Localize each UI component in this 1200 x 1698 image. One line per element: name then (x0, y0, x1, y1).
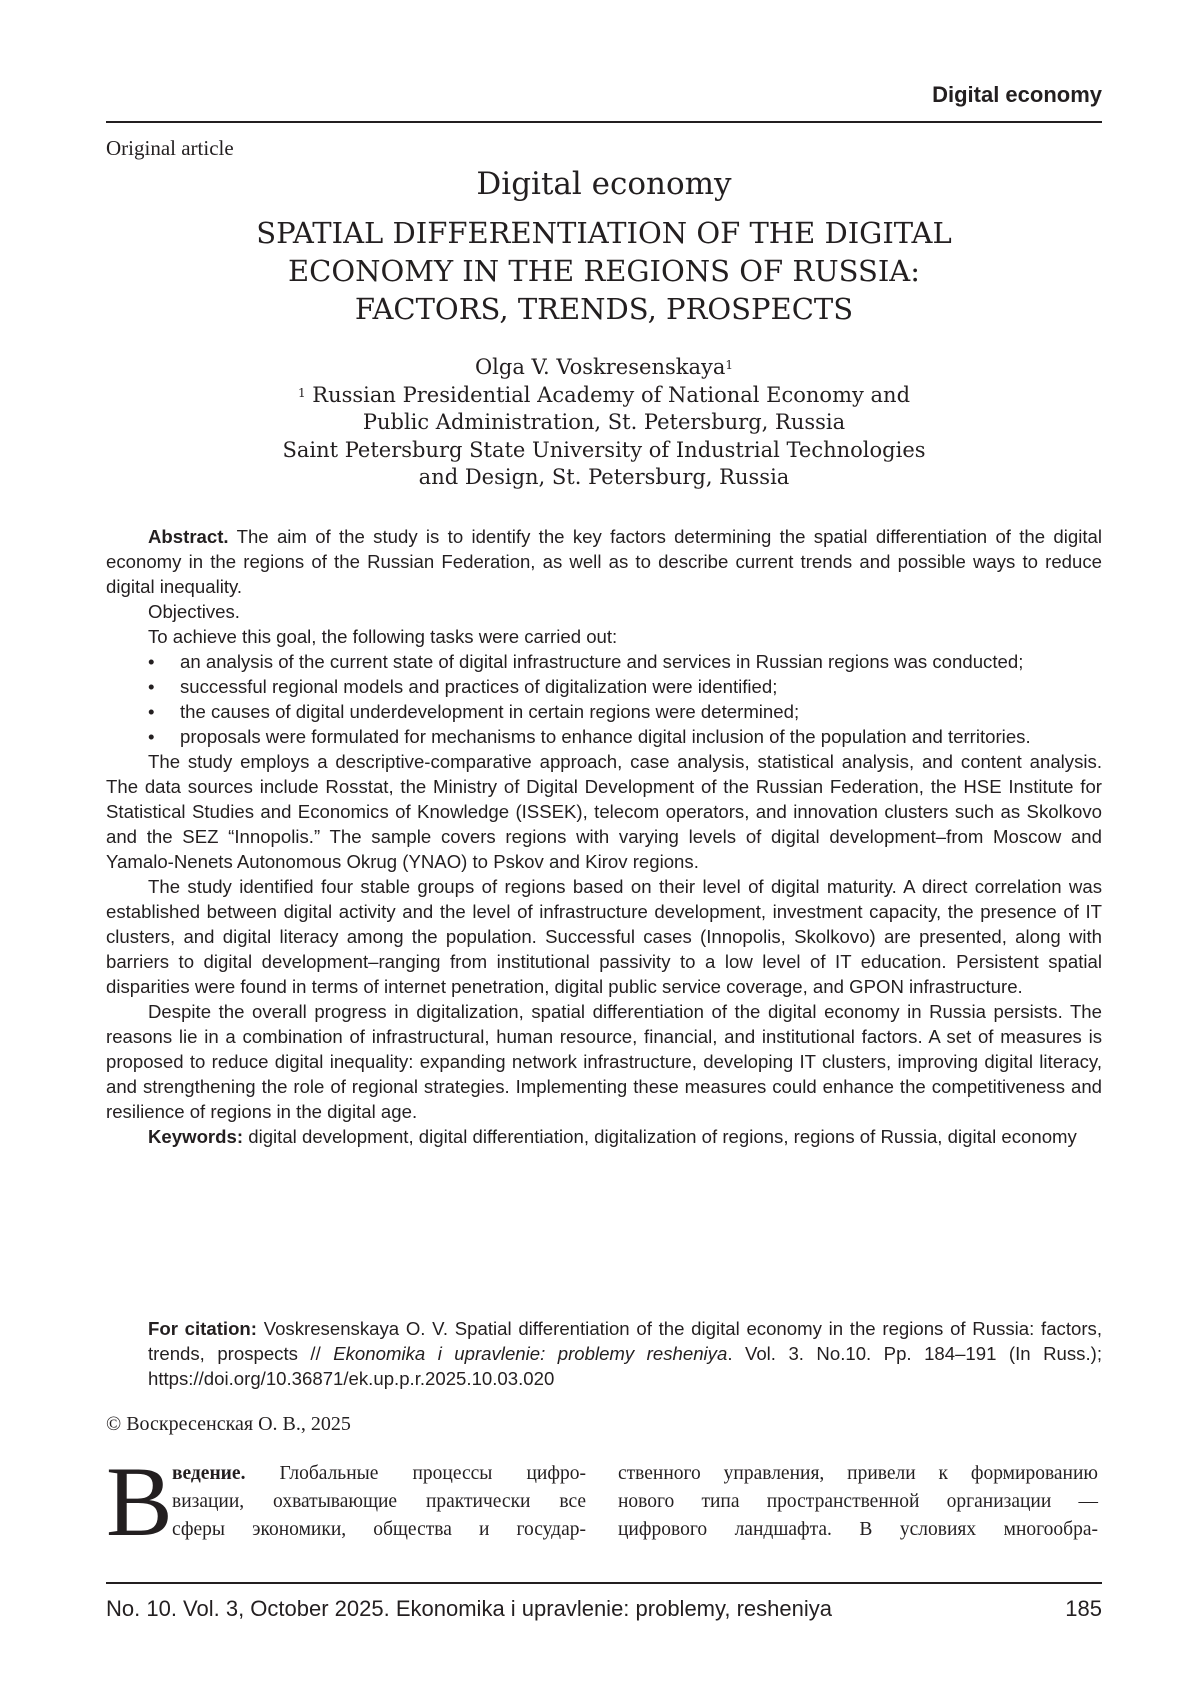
affiliation-line: Saint Petersburg State University of Industrial Technologies (282, 437, 926, 462)
intro-right-column (618, 1460, 1098, 1544)
intro-line: ведение. Глобальные процессы цифро- (172, 1463, 586, 1484)
title-line: FACTORS, TRENDS, PROSPECTS (354, 292, 854, 326)
intro-line: нового типа пространственной организации — (618, 1491, 1098, 1512)
objectives-heading: Objectives. (148, 601, 240, 622)
intro-line: сферы экономики, общества и государ- (172, 1519, 586, 1540)
copyright: © Воскресенская О. В., 2025 (106, 1413, 351, 1435)
list-item: • an analysis of the current state of digital infrastructure and services in Russian regions was conducted; (148, 651, 1024, 672)
bullet-icon: • (148, 676, 155, 697)
header-rule (106, 121, 1102, 123)
abstract-intro: Abstract. The aim of the study is to identify the key factors determining the spatial differentiation of the digital economy in the regions of the Russian Federation, as well as to describe current trends and possible ways to reduce digital inequality. (106, 526, 1102, 597)
drop-cap: В (106, 1446, 173, 1557)
list-item: • the causes of digital underdevelopment in certain regions were determined; (148, 701, 800, 722)
bullet-icon: • (148, 701, 155, 722)
abstract-methods: The study employs a descriptive-comparative approach, case analysis, statistical analysis, and content analysis. The data sources include Rosstat, the Ministry of Digital Development of the Russian Federation, the HSE Institute for Statistical Studies and Economics of Knowledge (ISSEK), telecom operators, and innovation clusters such as Skolkovo and the SEZ “Innopolis.” The sample covers regions with varying levels of digital development–from Moscow and Yamalo-Nenets Autonomous Okrug (YNAO) to Pskov and Kirov regions. (106, 751, 1102, 872)
article-title (106, 214, 1102, 328)
keywords: Keywords: digital development, digital differentiation, digitalization of regions, regions of Russia, digital economy (148, 1126, 1077, 1147)
section-title: Digital economy (476, 166, 732, 202)
tasks-intro: To achieve this goal, the following tasks were carried out: (148, 626, 618, 647)
author-line (106, 354, 1102, 382)
footer-rule (106, 1582, 1102, 1584)
intro-bold-word: ведение. (172, 1463, 246, 1484)
intro-line: ственного управления, привели к формированию (618, 1463, 1098, 1484)
affiliation-line: and Design, St. Petersburg, Russia (418, 465, 790, 489)
intro-line: цифрового ландшафта. В условиях многообра- (618, 1519, 1098, 1540)
author-name: Olga V. Voskresenskaya (474, 355, 726, 379)
footer-journal-info: No. 10. Vol. 3, October 2025. Ekonomika i upravlenie: problemy, resheniya (106, 1596, 832, 1621)
title-line: ECONOMY IN THE REGIONS OF RUSSIA: (287, 254, 921, 288)
affiliation-superscript: 1 (297, 385, 306, 400)
citation-label: For citation: (148, 1318, 257, 1339)
abstract-conclusions: Despite the overall progress in digitalization, spatial differentiation of the digital economy in Russia persists. The reasons lie in a combination of infrastructural, human resource, financial, and institutional factors. A set of measures is proposed to reduce digital inequality: expanding network infrastructure, developing IT clusters, improving digital literacy, and strengthening the role of regional strategies. Implementing these measures could enhance the competitiveness and resilience of regions in the digital age. (106, 1001, 1102, 1122)
citation-block: For citation: Voskresenskaya O. V. Spatial differentiation of the digital economy in the regions of Russia: factors, trends, prospects // Ekonomika i upravlenie: problemy resheniya. Vol. 3. No.10. Pp. 184–191 (In Russ.); https://doi.org/10.36871/ek.up.p.r.2025.10.03.020 (148, 1318, 1102, 1389)
journal-name: Ekonomika i upravlenie: problemy resheniya (333, 1343, 728, 1364)
abstract-results: The study identified four stable groups of regions based on their level of digital maturity. A direct correlation was established between digital activity and the level of infrastructure development, investment capacity, the presence of IT clusters, and digital literacy among the population. Successful cases (Innopolis, Skolkovo) are presented, along with barriers to digital development–ranging from institutional passivity to a low level of IT education. Persistent spatial disparities were found in terms of internet penetration, digital public service coverage, and GPON infrastructure. (106, 876, 1102, 997)
running-head: Digital economy (932, 82, 1102, 107)
title-line: SPATIAL DIFFERENTIATION OF THE DIGITAL (256, 216, 952, 250)
intro-left-column (106, 1446, 586, 1557)
introduction (106, 1446, 1102, 1560)
intro-line: визации, охватывающие практически все (172, 1491, 586, 1512)
bullet-icon: • (148, 651, 155, 672)
keywords-label: Keywords: (148, 1126, 244, 1147)
abstract (106, 524, 1102, 1149)
bullet-icon: • (148, 726, 155, 747)
page-number: 185 (1065, 1596, 1102, 1621)
affiliation-line: Public Administration, St. Petersburg, Russia (362, 410, 846, 434)
affiliation-line: $^1$ Russian Presidential Academy of National Economy and (297, 382, 911, 407)
list-item: • successful regional models and practices of digitalization were identified; (148, 676, 778, 697)
article-type: Original article (106, 136, 234, 160)
author-block (106, 354, 1102, 492)
author-superscript: 1 (725, 358, 734, 372)
list-item: • proposals were formulated for mechanisms to enhance digital inclusion of the population and territories. (148, 726, 1031, 747)
abstract-label: Abstract. (148, 526, 229, 547)
